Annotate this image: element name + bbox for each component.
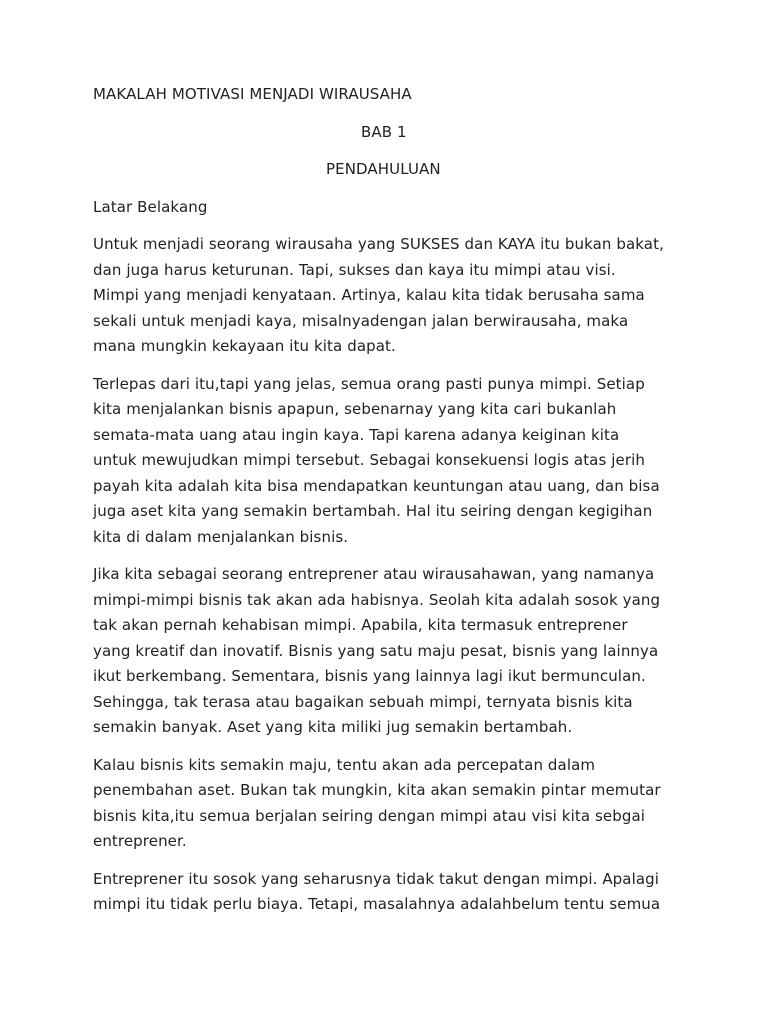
paragraph-line: semata-mata uang atau ingin kaya. Tapi karena adanya keiginan kita: [93, 425, 620, 444]
paragraph-line: bisnis kita,itu semua berjalan seiring dengan mimpi atau visi kita sebgai: [93, 806, 646, 825]
paragraph-line: tak akan pernah kehabisan mimpi. Apabila, kita termasuk entreprener: [93, 616, 628, 634]
paragraph-line: Untuk menjadi seorang wirausaha yang SUKSES dan KAYA itu bukan bakat,: [93, 235, 664, 253]
paragraph-line: Terlepas dari itu,tapi yang jelas, semua orang pasti punya mimpi. Setiap: [93, 374, 645, 393]
paragraph-5: [93, 867, 683, 918]
paragraph-line: payah kita adalah kita bisa mendapatkan keuntungan atau uang, dan bisa: [93, 476, 660, 495]
paragraph-line: mana mungkin kekayaan itu kita dapat.: [93, 337, 396, 355]
paragraph-3: [93, 562, 683, 741]
chapter-name: PENDAHULUAN: [326, 160, 441, 178]
section-title: Latar Belakang: [93, 197, 208, 216]
paragraph-line: entreprener.: [93, 832, 187, 850]
paragraph-line: semakin banyak. Aset yang kita miliki jug semakin bertambah.: [93, 718, 573, 736]
paragraph-line: ikut berkembang. Sementara, bisnis yang lainnya lagi ikut bermunculan.: [93, 667, 646, 685]
document-title: MAKALAH MOTIVASI MENJADI WIRAUSAHA: [93, 85, 412, 103]
paragraph-2: [93, 372, 683, 551]
paragraph-line: dan juga harus keturunan. Tapi, sukses dan kaya itu mimpi atau visi.: [93, 260, 616, 279]
paragraph-line: yang kreatif dan inovatif. Bisnis yang satu maju pesat, bisnis yang lainnya: [93, 641, 659, 660]
paragraph-line: untuk mewujudkan mimpi tersebut. Sebagai konsekuensi logis atas jerih: [93, 451, 645, 469]
paragraph-line: Mimpi yang menjadi kenyataan. Artinya, kalau kita tidak berusaha sama: [93, 286, 645, 304]
paragraph-line: Entreprener itu sosok yang seharusnya tidak takut dengan mimpi. Apalagi: [93, 869, 660, 888]
paragraph-line: mimpi itu tidak perlu biaya. Tetapi, masalahnya adalahbelum tentu semua: [93, 895, 661, 913]
paragraph-line: mimpi-mimpi bisnis tak akan ada habisnya. Seolah kita adalah sosok yang: [93, 590, 661, 609]
document-page: [93, 82, 683, 918]
paragraph-1: [93, 232, 683, 360]
paragraph-line: kita menjalankan bisnis apapun, sebenarnay yang kita cari bukanlah: [93, 400, 617, 418]
paragraph-line: Sehingga, tak terasa atau bagaikan sebuah mimpi, ternyata bisnis kita: [93, 692, 633, 711]
chapter-heading: BAB 1: [361, 122, 407, 141]
paragraph-line: juga aset kita yang semakin bertambah. Hal itu seiring dengan kegigihan: [93, 502, 653, 520]
paragraph-line: kita di dalam menjalankan bisnis.: [93, 527, 349, 546]
paragraph-line: penembahan aset. Bukan tak mungkin, kita akan semakin pintar memutar: [93, 781, 661, 799]
paragraph-line: Kalau bisnis kits semakin maju, tentu akan ada percepatan dalam: [93, 755, 596, 774]
paragraph-line: sekali untuk menjadi kaya, misalnyadengan jalan berwirausaha, maka: [93, 311, 629, 330]
paragraph-4: [93, 753, 683, 855]
paragraph-line: Jika kita sebagai seorang entreprener atau wirausahawan, yang namanya: [93, 565, 655, 583]
